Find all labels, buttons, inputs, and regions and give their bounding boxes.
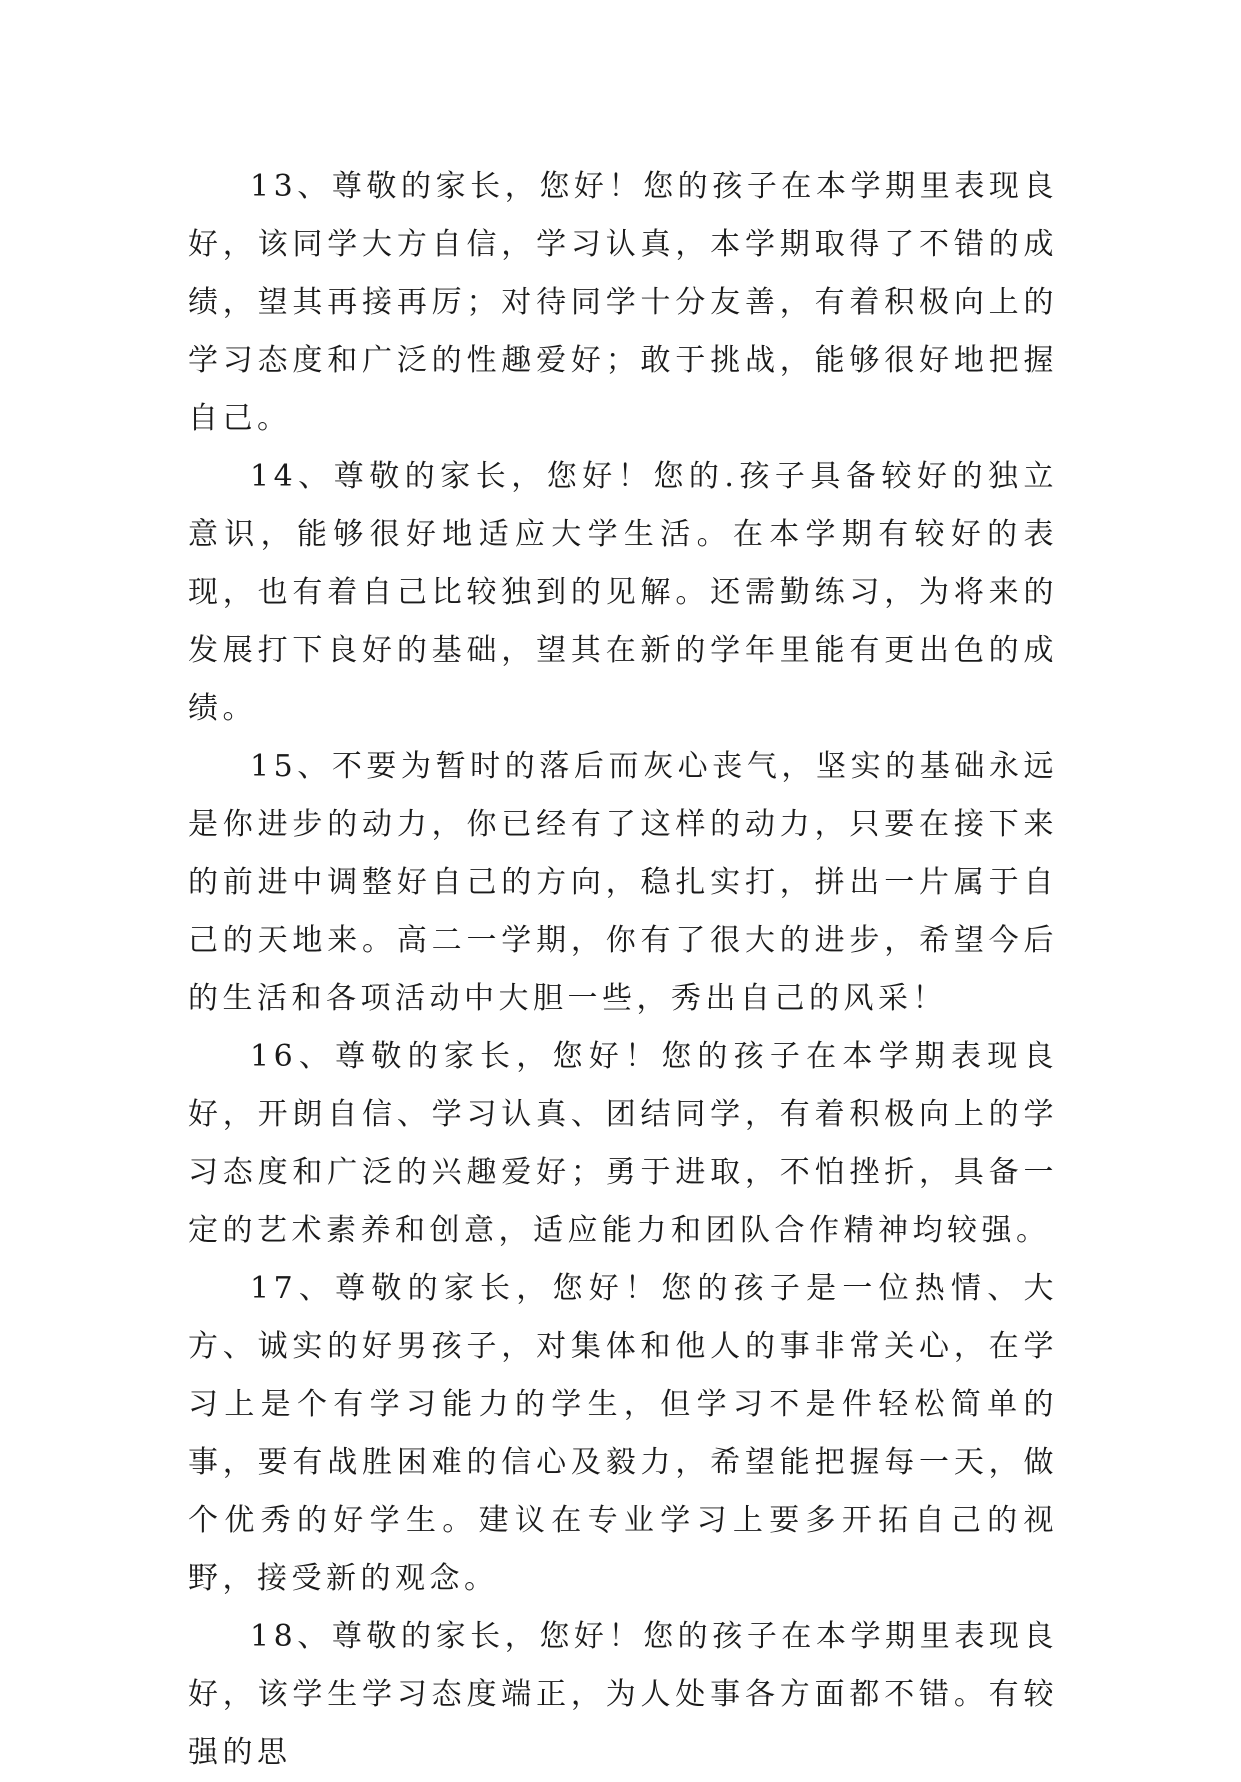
paragraph-14: 14、尊敬的家长，您好！您的.孩子具备较好的独立意识，能够很好地适应大学生活。在本学期有较好的表现，也有着自己比较独到的见解。还需勤练习，为将来的发展打下良好的基础，望其在新的学年里能有更出色的成绩。	[188, 459, 1058, 726]
paragraph-18: 18、尊敬的家长，您好！您的孩子在本学期里表现良好，该学生学习态度端正，为人处事各方面都不错。有较强的思	[188, 1619, 1058, 1770]
paragraph-13: 13、尊敬的家长，您好！您的孩子在本学期里表现良好，该同学大方自信，学习认真，本学期取得了不错的成绩，望其再接再厉；对待同学十分友善，有着积极向上的学习态度和广泛的性趣爱好；敢于挑战，能够很好地把握自己。	[188, 169, 1058, 436]
document-body	[188, 158, 1058, 1782]
paragraph-15: 15、不要为暂时的落后而灰心丧气，坚实的基础永远是你进步的动力，你已经有了这样的动力，只要在接下来的前进中调整好自己的方向，稳扎实打，拼出一片属于自己的天地来。高二一学期，你有了很大的进步，希望今后的生活和各项活动中大胆一些，秀出自己的风采！	[188, 749, 1058, 1016]
paragraph-17: 17、尊敬的家长，您好！您的孩子是一位热情、大方、诚实的好男孩子，对集体和他人的事非常关心，在学习上是个有学习能力的学生，但学习不是件轻松简单的事，要有战胜困难的信心及毅力，希望能把握每一天，做个优秀的好学生。建议在专业学习上要多开拓自己的视野，接受新的观念。	[188, 1271, 1058, 1596]
paragraph-16: 16、尊敬的家长，您好！您的孩子在本学期表现良好，开朗自信、学习认真、团结同学，有着积极向上的学习态度和广泛的兴趣爱好；勇于进取，不怕挫折，具备一定的艺术素养和创意，适应能力和团队合作精神均较强。	[188, 1039, 1058, 1248]
